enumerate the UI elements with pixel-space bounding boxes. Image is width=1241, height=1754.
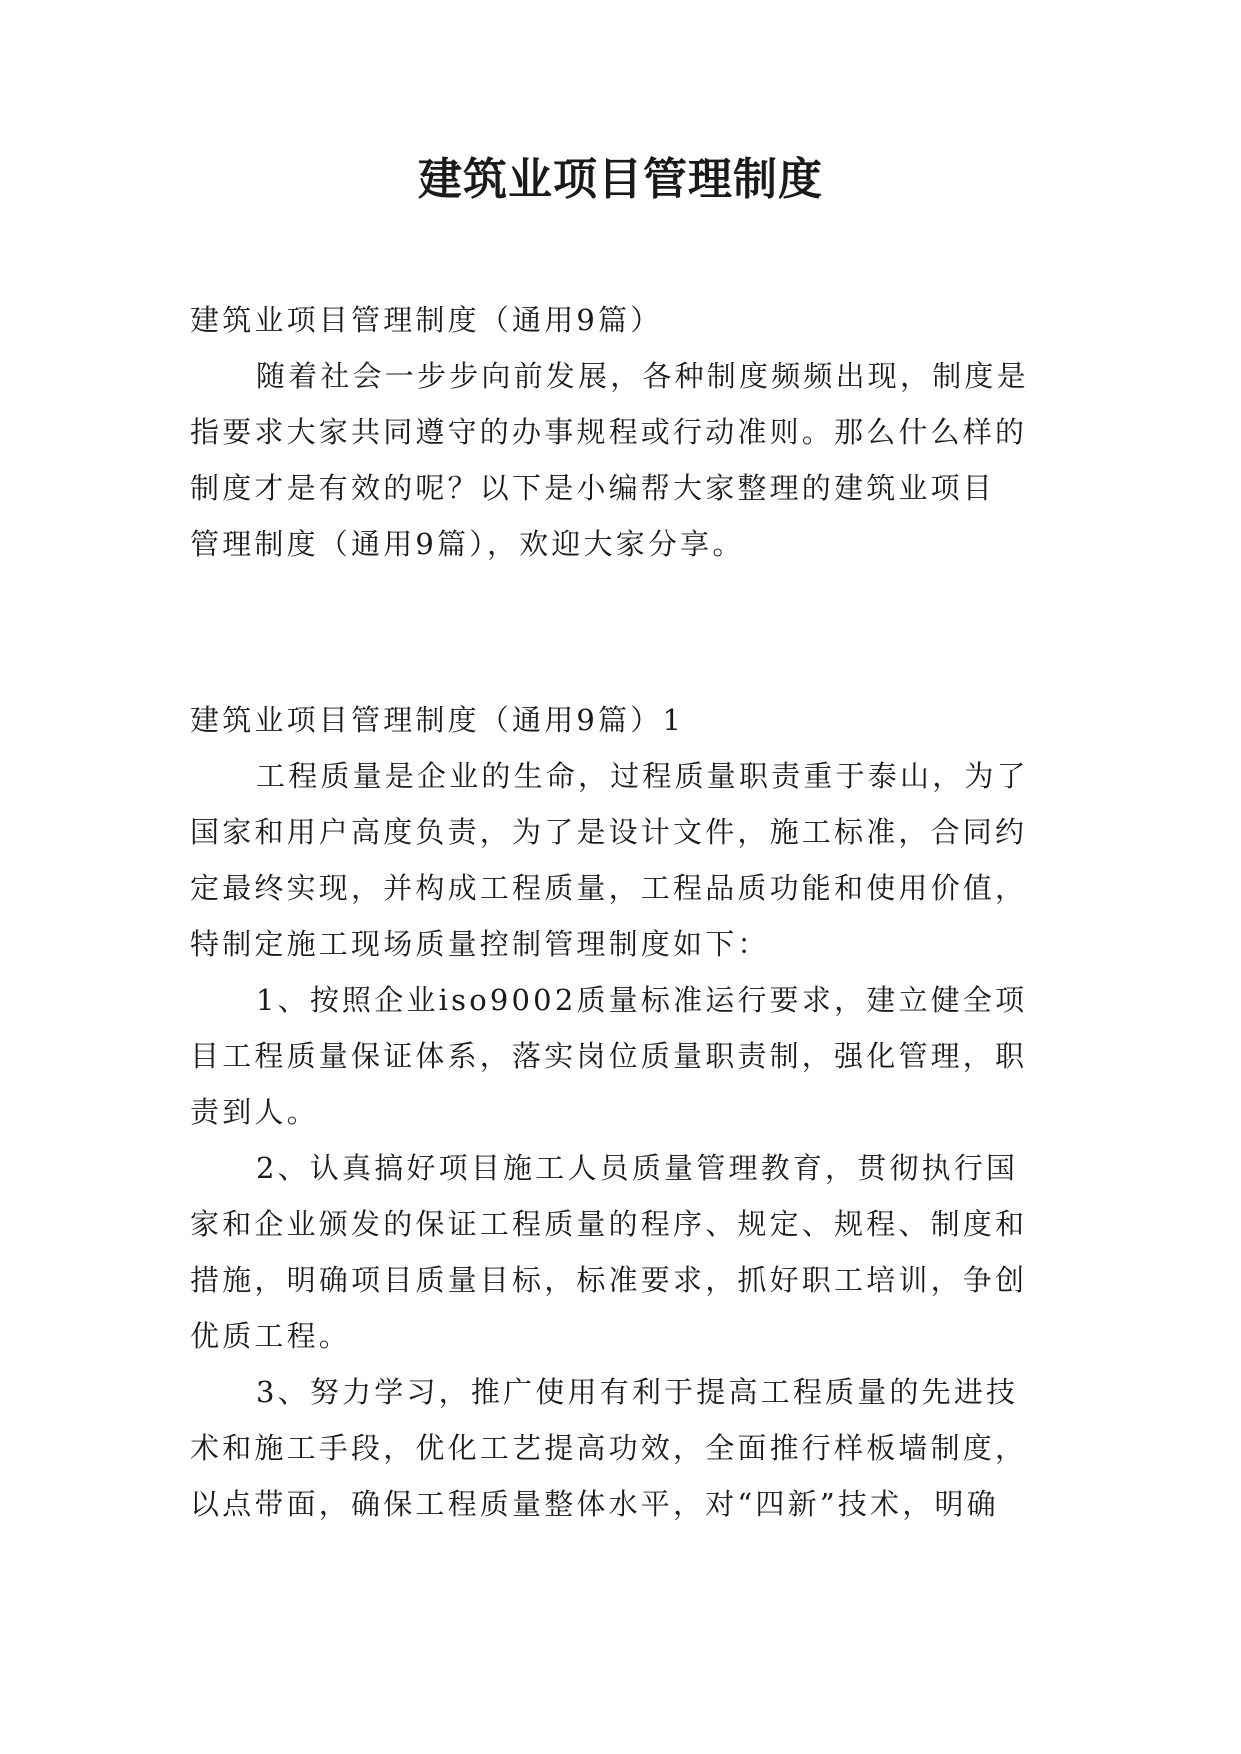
body-line: 定最终实现，并构成工程质量，工程品质功能和使用价值， [190, 871, 1028, 905]
body-line: 特制定施工现场质量控制管理制度如下： [190, 927, 770, 961]
intro-line-2: 指要求大家共同遵守的办事规程或行动准则。那么什么样的 [190, 415, 1028, 449]
subtitle-line: 建筑业项目管理制度（通用9篇） [190, 303, 663, 337]
body-line: 2、认真搞好项目施工人员质量管理教育，贯彻执行国 [256, 1151, 1019, 1185]
intro-line-3: 制度才是有效的呢？以下是小编帮大家整理的建筑业项目 [190, 471, 996, 505]
body-line: 以点带面，确保工程质量整体水平，对“四新”技术，明确 [190, 1487, 999, 1521]
body-line: 术和施工手段，优化工艺提高功效，全面推行样板墙制度， [190, 1431, 1028, 1465]
body-line: 1、按照企业iso9002质量标准运行要求，建立健全项 [256, 983, 1028, 1017]
section-heading: 建筑业项目管理制度（通用9篇）1 [190, 703, 685, 737]
intro-line-1: 随着社会一步步向前发展，各种制度频频出现，制度是 [256, 359, 1029, 393]
body-line: 目工程质量保证体系，落实岗位质量职责制，强化管理，职 [190, 1039, 1028, 1073]
body-line: 国家和用户高度负责，为了是设计文件，施工标准，合同约 [190, 815, 1028, 849]
body-line: 3、努力学习，推广使用有利于提高工程质量的先进技 [256, 1375, 1019, 1409]
body-line: 责到人。 [190, 1095, 319, 1129]
body-line: 家和企业颁发的保证工程质量的程序、规定、规程、制度和 [190, 1207, 1028, 1241]
body-line: 优质工程。 [190, 1319, 352, 1353]
document-title: 建筑业项目管理制度 [418, 154, 823, 205]
intro-line-4: 管理制度（通用9篇），欢迎大家分享。 [190, 527, 745, 561]
body-line: 工程质量是企业的生命，过程质量职责重于泰山，为了 [256, 759, 1029, 793]
body-line: 措施，明确项目质量目标，标准要求，抓好职工培训，争创 [190, 1263, 1028, 1297]
